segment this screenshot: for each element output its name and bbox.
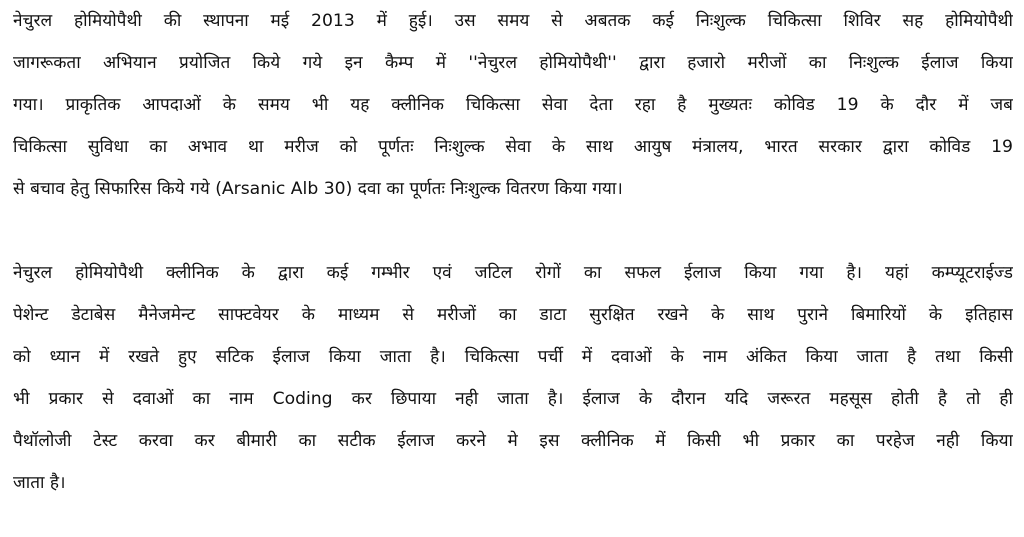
text-line: को ध्यान में रखते हुए सटिक ईलाज किया जाता है। चिकित्सा पर्ची में दवाओं के नाम अंकित किया जाता है तथा किसी	[13, 347, 1013, 367]
text-line: से बचाव हेतु सिफारिस किये गये (Arsanic Alb 30) दवा का पूर्णतः निःशुल्क वितरण किया गया।	[13, 179, 623, 199]
text-line: नेचुरल होमियोपैथी की स्थापना मई 2013 में हुई। उस समय से अबतक कई निःशुल्क चिकित्सा शिविर सह होमियोपैथी	[13, 11, 1013, 31]
text-line: गया। प्राकृतिक आपदाओं के समय भी यह क्लीनिक चिकित्सा सेवा देता रहा है मुख्यतः कोविड 19 के दौर में जब	[13, 95, 1013, 115]
text-line: पेशेन्ट डेटाबेस मैनेजमेन्ट साफ्टवेयर के माध्यम से मरीजों का डाटा सुरक्षित रखने के साथ पुराने बिमारियों के इतिहास	[13, 305, 1013, 325]
text-line: जागरूकता अभियान प्रयोजित किये गये इन कैम्प में ''नेचुरल होमियोपैथी'' द्वारा हजारो मरीजों का निःशुल्क ईलाज किया	[13, 53, 1013, 73]
text-line: जाता है।	[13, 473, 66, 493]
text-line: चिकित्सा सुविधा का अभाव था मरीज को पूर्णतः निःशुल्क सेवा के साथ आयुष मंत्रालय, भारत सरकार द्वारा कोविड 19	[13, 137, 1013, 157]
text-line: नेचुरल होमियोपैथी क्लीनिक के द्वारा कई गम्भीर एवं जटिल रोगों का सफल ईलाज किया गया है। यहां कम्प्यूटराईज्ड	[13, 263, 1013, 283]
text-line: भी प्रकार से दवाओं का नाम Coding कर छिपाया नही जाता है। ईलाज के दौरान यदि जरूरत महसूस होती है तो ही	[13, 389, 1013, 409]
document-body	[13, 0, 1013, 537]
text-line: पैथॉलोजी टेस्ट करवा कर बीमारी का सटीक ईलाज करने मे इस क्लीनिक में किसी भी प्रकार का परहेज नही किया	[13, 431, 1013, 451]
paragraph-about-clinic	[13, 252, 1013, 504]
paragraph-about-founding	[13, 0, 1013, 210]
